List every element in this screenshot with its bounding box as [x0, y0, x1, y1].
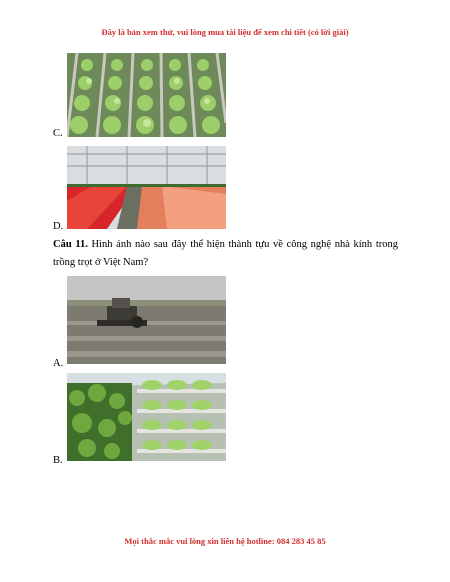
option-a-label: A.: [53, 358, 64, 369]
question-text: Hình ảnh nào sau đây thể hiện thành tựu về công nghệ nhà kính trong trồng trọt ở Việt Nam?: [53, 239, 398, 268]
greenhouse-flowers-photo: [67, 146, 226, 229]
option-b-label: B.: [53, 455, 63, 466]
option-c-label: C.: [53, 128, 63, 139]
vertical-hydroponic-greenhouse-photo: [67, 373, 226, 461]
greenhouse-lettuce-rows-photo: [67, 53, 226, 137]
tractor-field-photo: [67, 276, 226, 364]
question-11: [53, 236, 398, 272]
option-d-label: D.: [53, 221, 64, 232]
question-number: Câu 11.: [53, 239, 88, 250]
preview-notice: Đây là bản xem thử, vui lòng mua tài liệu để xem chi tiết (có lời giải): [101, 27, 349, 37]
hotline-footer: Mọi thắc mắc vui lòng xin liên hệ hotline: 084 283 45 85: [124, 536, 326, 546]
